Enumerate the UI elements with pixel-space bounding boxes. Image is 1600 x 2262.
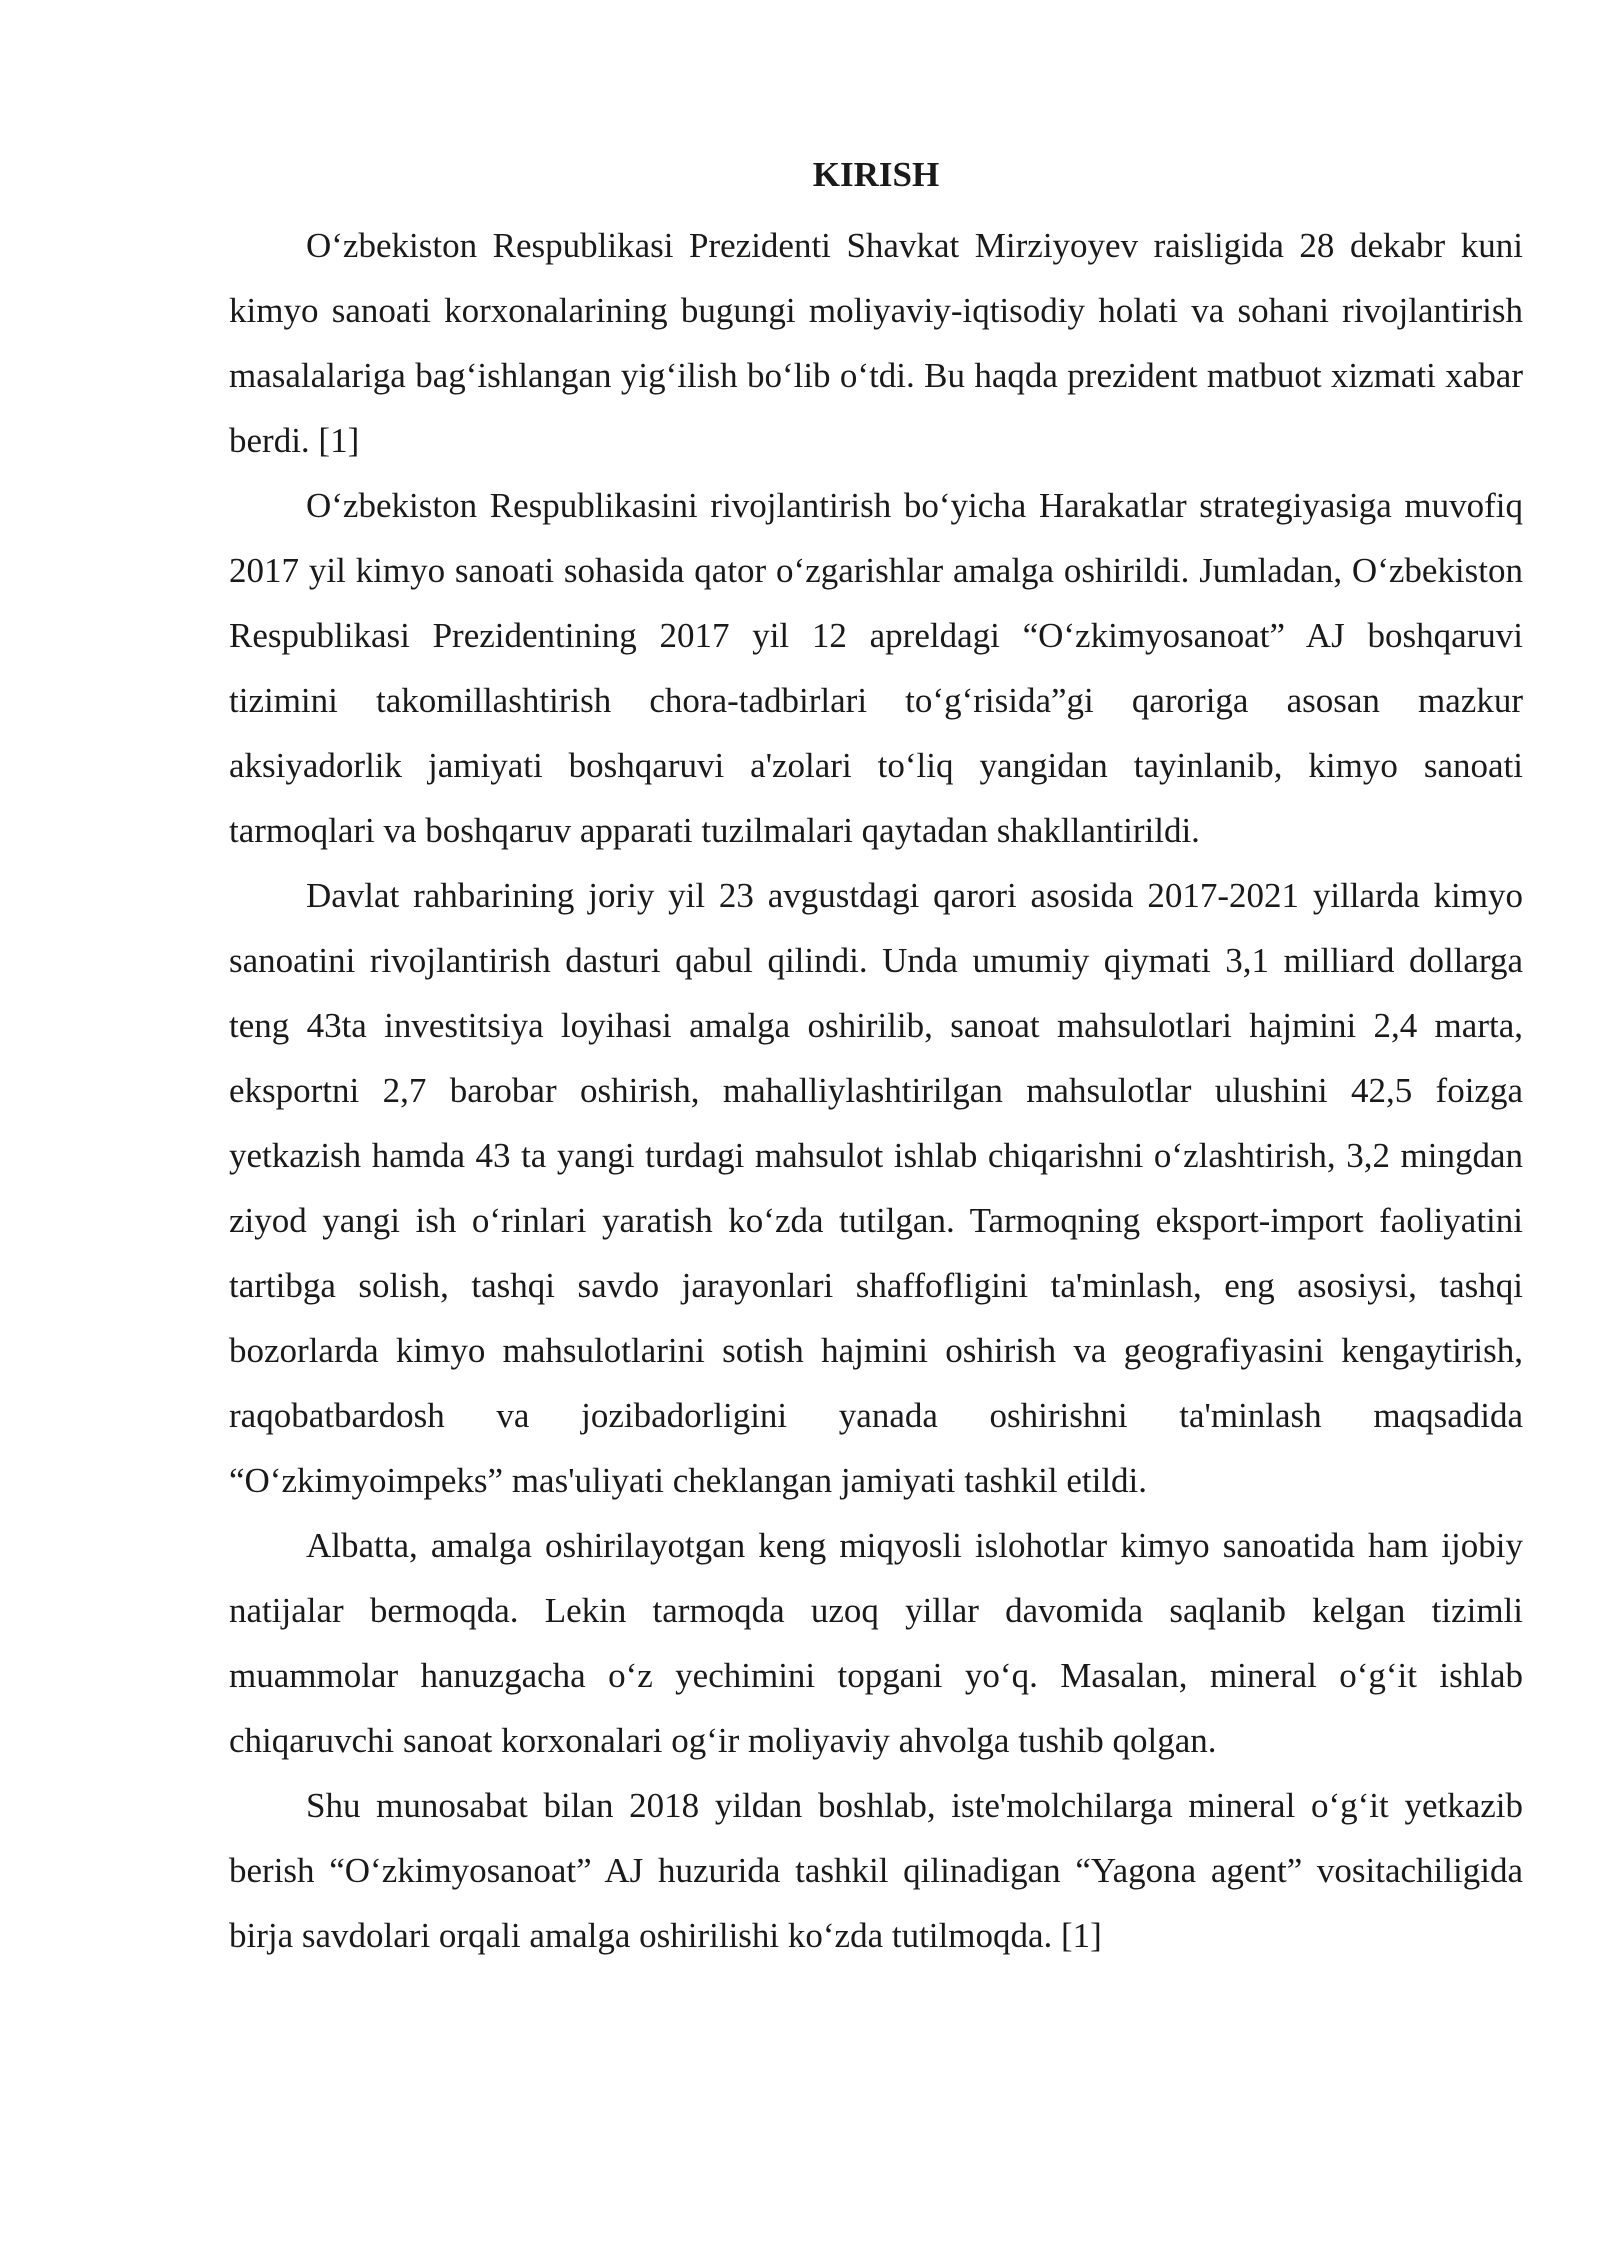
page-title: KIRISH	[812, 155, 940, 194]
paragraph-4: Albatta, amalga oshirilayotgan keng miqyosli islohotlar kimyo sanoatida ham ijobiy natijalar bermoqda. Lekin tarmoqda uzoq yillar davomida saqlanib kelgan tizimli muammolar hanuzgacha o‘z yechimini topgani yo‘q. Masalan, mineral o‘g‘it ishlab chiqaruvchi sanoat korxonalari og‘ir moliyaviy ahvolga tushib qolgan.	[229, 1526, 1523, 1760]
paragraph-5: Shu munosabat bilan 2018 yildan boshlab, iste'molchilarga mineral o‘g‘it yetkazib berish “O‘zkimyosanoat” AJ huzurida tashkil qilinadigan “Yagona agent” vositachiligida birja savdolari orqali amalga oshirilishi ko‘zda tutilmoqda. [1]	[229, 1786, 1523, 1955]
paragraph-2: O‘zbekiston Respublikasini rivojlantirish bo‘yicha Harakatlar strategiyasiga muvofiq 2017 yil kimyo sanoati sohasida qator o‘zgarishlar amalga oshirildi. Jumladan, O‘zbekiston Respublikasi Prezidentining 2017 yil 12 apreldagi “O‘zkimyosanoat” AJ boshqaruvi tizimini takomillashtirish chora-tadbirlari to‘g‘risida”gi qaroriga asosan mazkur aksiyadorlik jamiyati boshqaruvi a'zolari to‘liq yangidan tayinlanib, kimyo sanoati tarmoqlari va boshqaruv apparati tuzilmalari qaytadan shakllantirildi.	[229, 486, 1523, 850]
paragraph-1: O‘zbekiston Respublikasi Prezidenti Shavkat Mirziyoyev raisligida 28 dekabr kuni kimyo sanoati korxonalarining bugungi moliyaviy-iqtisodiy holati va sohani rivojlantirish masalalariga bag‘ishlangan yig‘ilish bo‘lib o‘tdi. Bu haqda prezident matbuot xizmati xabar berdi. [1]	[229, 226, 1523, 460]
document-body	[229, 148, 1523, 1968]
paragraph-3: Davlat rahbarining joriy yil 23 avgustdagi qarori asosida 2017-2021 yillarda kimyo sanoatini rivojlantirish dasturi qabul qilindi. Unda umumiy qiymati 3,1 milliard dollarga teng 43ta investitsiya loyihasi amalga oshirilib, sanoat mahsulotlari hajmini 2,4 marta, eksportni 2,7 barobar oshirish, mahalliylashtirilgan mahsulotlar ulushini 42,5 foizga yetkazish hamda 43 ta yangi turdagi mahsulot ishlab chiqarishni o‘zlashtirish, 3,2 mingdan ziyod yangi ish o‘rinlari yaratish ko‘zda tutilgan. Tarmoqning eksport-import faoliyatini tartibga solish, tashqi savdo jarayonlari shaffofligini ta'minlash, eng asosiysi, tashqi bozorlarda kimyo mahsulotlarini sotish hajmini oshirish va geografiyasini kengaytirish, raqobatbardosh va jozibadorligini yanada oshirishni ta'minlash maqsadida “O‘zkimyoimpeks” mas'uliyati cheklangan jamiyati tashkil etildi.	[229, 876, 1523, 1500]
